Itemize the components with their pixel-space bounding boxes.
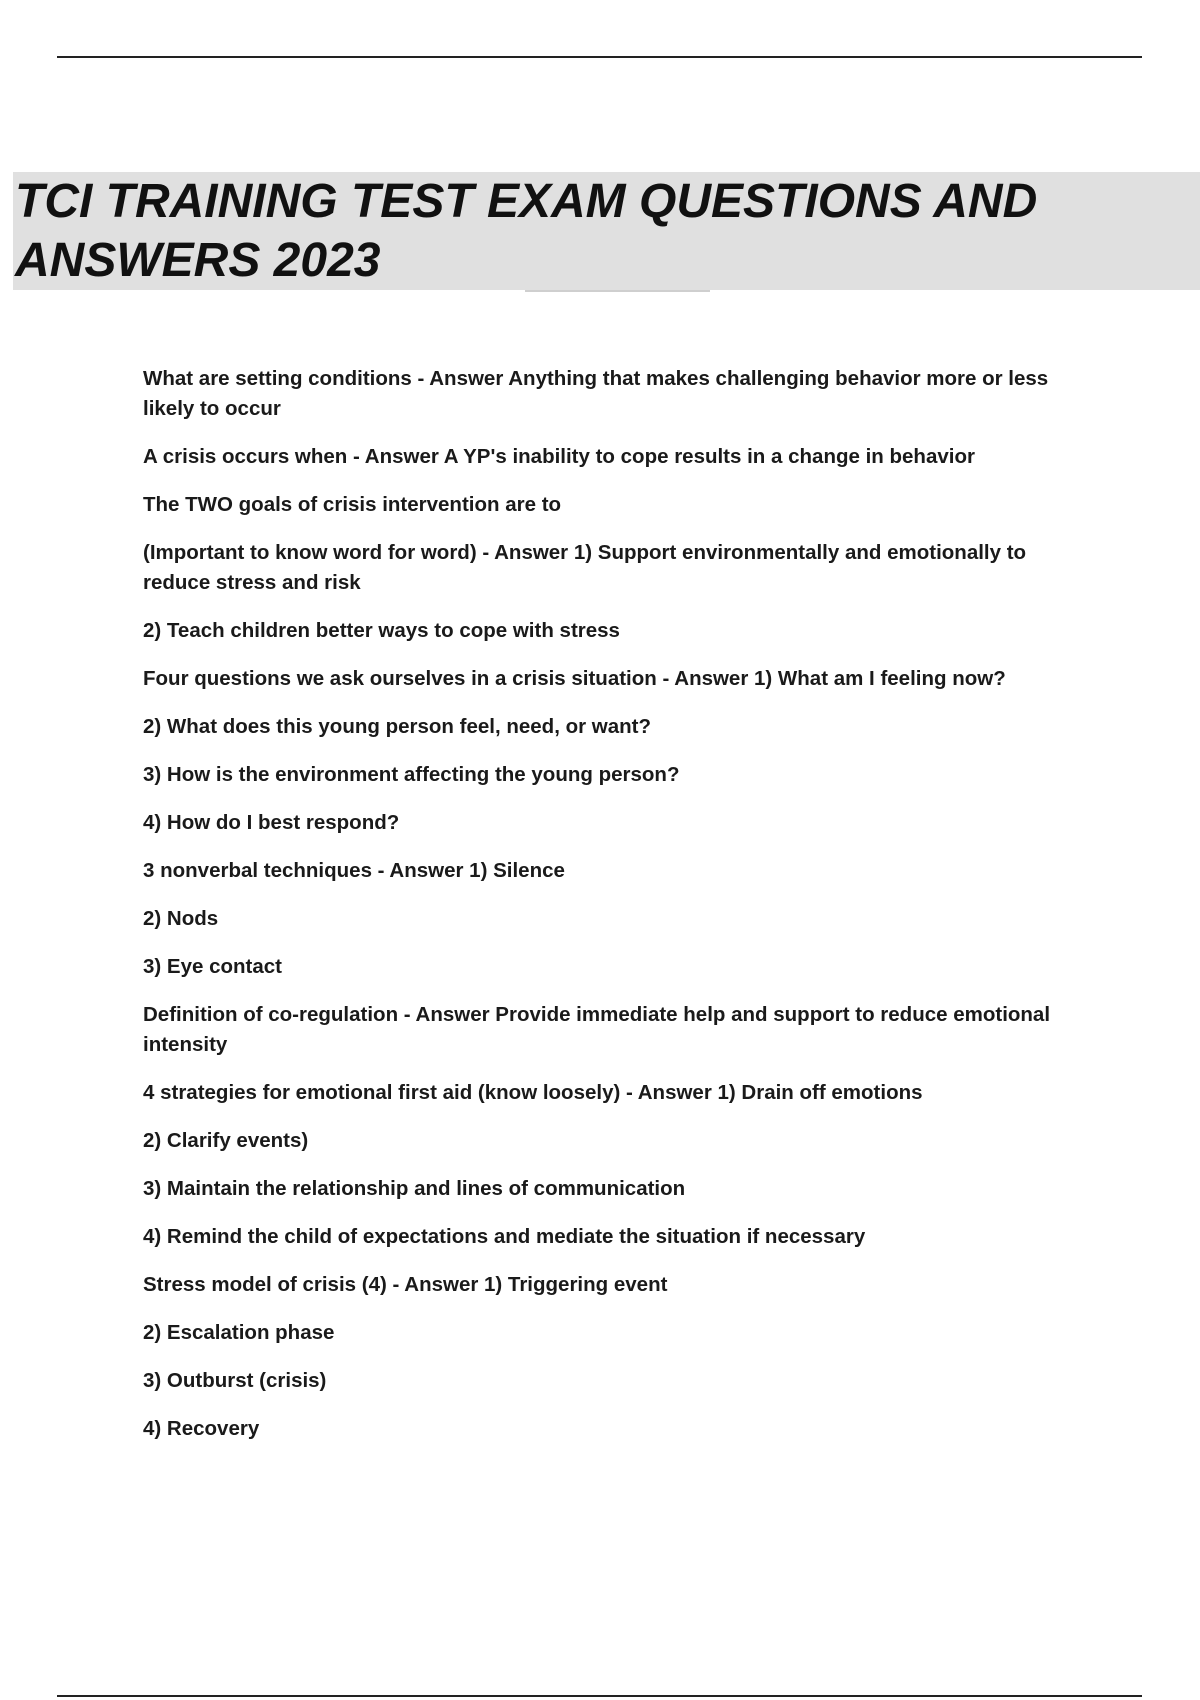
paragraph: 4) Remind the child of expectations and mediate the situation if necessary bbox=[143, 1225, 866, 1248]
paragraph: Stress model of crisis (4) - Answer 1) Triggering event bbox=[143, 1273, 668, 1296]
paragraph: 3) How is the environment affecting the young person? bbox=[143, 763, 680, 786]
paragraph: 2) Escalation phase bbox=[143, 1321, 335, 1344]
paragraph: The TWO goals of crisis intervention are to bbox=[143, 493, 562, 516]
bottom-rule bbox=[57, 1695, 1142, 1697]
top-rule bbox=[57, 56, 1142, 58]
paragraph: 2) Teach children better ways to cope with stress bbox=[143, 619, 620, 642]
paragraph: 4) How do I best respond? bbox=[143, 811, 400, 834]
paragraph: 3) Eye contact bbox=[143, 955, 282, 978]
paragraph: Definition of co-regulation - Answer Provide immediate help and support to reduce emotional intensity bbox=[143, 1003, 1051, 1056]
paragraph: 4) Recovery bbox=[143, 1417, 260, 1440]
paragraph: 3) Outburst (crisis) bbox=[143, 1369, 327, 1392]
paragraph: (Important to know word for word) - Answer 1) Support environmentally and emotionally to reduce stress and risk bbox=[143, 541, 1027, 594]
paragraph: 2) Nods bbox=[143, 907, 219, 930]
paragraph: What are setting conditions - Answer Anything that makes challenging behavior more or less likely to occur bbox=[143, 367, 1049, 420]
paragraph: 2) What does this young person feel, need, or want? bbox=[143, 715, 651, 738]
document-body bbox=[143, 364, 1093, 1462]
document-title: TCI TRAINING TEST EXAM QUESTIONS AND ANSWERS 2023 bbox=[15, 175, 1038, 287]
paragraph: Four questions we ask ourselves in a crisis situation - Answer 1) What am I feeling now? bbox=[143, 667, 1006, 690]
title-underline bbox=[525, 290, 710, 292]
paragraph: 3 nonverbal techniques - Answer 1) Silence bbox=[143, 859, 565, 882]
paragraph: 3) Maintain the relationship and lines of communication bbox=[143, 1177, 686, 1200]
paragraph: A crisis occurs when - Answer A YP's inability to cope results in a change in behavior bbox=[143, 445, 975, 468]
paragraph: 2) Clarify events) bbox=[143, 1129, 309, 1152]
paragraph: 4 strategies for emotional first aid (know loosely) - Answer 1) Drain off emotions bbox=[143, 1081, 923, 1104]
